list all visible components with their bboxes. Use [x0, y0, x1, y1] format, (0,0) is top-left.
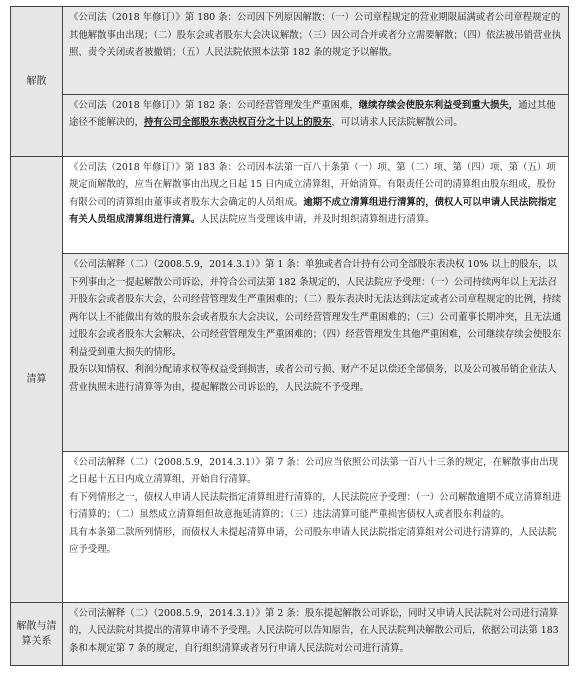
provision-text: ，可以请求人民法院解散公司。 — [331, 117, 463, 129]
provision-paragraph — [69, 489, 562, 524]
provision-text: 《公司法（2018 年修订）》第 180 条：公司因下列原因解散：（一）公司章程规定的营业期限届满或者公司章程规定的其他解散事由出现；（二）股东会或者股东大会决议解散；（三）因公司合并或者分立需要解散；（四）依法被吊销营业执照、责令关闭或者被撤销；（五）人民法院依照本法第 182 条的规定予以解散。 — [69, 12, 562, 58]
provision-emphasis: 持有公司全部股东表决权百分之十以上的股东 — [144, 117, 332, 129]
provision-text: 《公司法解释（二）（2008.5.9，2014.3.1）》第 2 条：股东提起解散公司诉讼，同时又申请人民法院对公司进行清算的，人民法院对其提出的清算申请不予受理。人民法院可以告知原告，在人民法院判决解散公司后，依据公司法第 183 条和本规定第 7 条的规定，自行组织清算或者另行申请人民法院对公司进行清算。 — [69, 607, 559, 654]
provision-text: 《公司法（2018 年修订）》第 182 条：公司经营管理发生严重困难， — [69, 99, 359, 111]
row-label: 解散 — [11, 7, 63, 157]
row-label: 清算 — [11, 156, 63, 602]
provision-paragraph — [69, 605, 562, 658]
provision-paragraph — [69, 9, 562, 62]
provision-cell — [63, 7, 569, 95]
provision-text: 有下列情形之一，债权人申请人民法院指定清算组进行清算的，人民法院应予受理：（一）公司解散逾期不成立清算组进行清算的；（二）虽然成立清算组但故意拖延清算的；（三）违法清算可能严重损害债权人或者股东利益的。 — [69, 491, 562, 521]
provision-text: 《公司法（2018 年修订）》第 183 条：公司因本法第一百八十条第（一）项、第（二）项、第（四）项、第（五）项规定而解散的，应当在解散事由出现之日起 15 日内成立清算组，开始清算。有限责任公司的清算组由股东组成，股份有限公司的清算组由董事或者股东大会确定的人员组成。 — [69, 161, 556, 208]
provision-paragraph — [69, 524, 562, 559]
law-table — [10, 6, 569, 666]
provision-paragraph — [69, 361, 562, 396]
provision-text: 通过其他途径不能解决的， — [69, 99, 556, 129]
provision-text: 人民法院应当受理该申请，并及时组织清算组进行清算。 — [200, 214, 435, 226]
provision-paragraph — [69, 454, 562, 489]
provision-text: 股东以知情权、利润分配请求权等权益受到损害，或者公司亏损、财产不足以偿还全部债务，以及公司被吊销企业法人营业执照未进行清算等为由，提起解散公司诉讼的，人民法院不予受理。 — [69, 364, 557, 393]
provision-cell — [63, 451, 569, 602]
provision-text: 具有本条第二款所列情形，而债权人未提起清算申请，公司股东申请人民法院指定清算组对公司进行清算的，人民法院应予受理。 — [69, 526, 557, 556]
provision-emphasis: 继续存续会使股东利益受到重大损失， — [358, 99, 519, 111]
provision-cell — [63, 94, 569, 156]
table-row — [11, 156, 569, 254]
provision-text: 《公司法解释（二）（2008.5.9，2014.3.1）》第 7 条：公司应当依照公司法第一百八十三条的规定，在解散事由出现之日起十五日内成立清算组，开始自行清算。 — [69, 456, 559, 486]
provision-paragraph — [69, 97, 562, 132]
row-label: 解散与清算关系 — [11, 602, 63, 665]
provision-emphasis: 逾期不成立清算组进行清算的，债权人可以申请人民法院指定有关人员组成清算组进行清算。 — [69, 196, 557, 226]
table-row — [11, 7, 569, 95]
table-row — [11, 94, 569, 156]
provision-cell — [63, 254, 569, 451]
provision-cell — [63, 156, 569, 254]
law-table-body — [11, 7, 569, 666]
provision-paragraph — [69, 256, 562, 361]
provision-text: 《公司法解释（二）（2008.5.9，2014.3.1）》第 1 条：单独或者合计持有公司全部股东表决权 10% 以上的股东，以下列事由之一提起解散公司诉讼，并符合公司法第 182 条规定的，人民法院应予受理：（一）公司持续两年以上无法召开股东会或者股东大会，公司经营管理发生严重困难的；（二）股东表决时无法达到法定或者公司章程规定的比例，持续两年以上不能做出有效的股东会或者股东大会决议，公司经营管理发生严重困难的；（三）公司董事长期冲突，且无法通过股东会或者股东大会解决，公司经营管理发生严重困难的；（四）经营管理发生其他严重困难，公司继续存续会使股东利益受到重大损失的情形。 — [69, 259, 562, 358]
table-row — [11, 451, 569, 602]
table-row — [11, 602, 569, 665]
provision-paragraph — [69, 159, 562, 229]
table-row — [11, 254, 569, 451]
provision-cell — [63, 602, 569, 665]
